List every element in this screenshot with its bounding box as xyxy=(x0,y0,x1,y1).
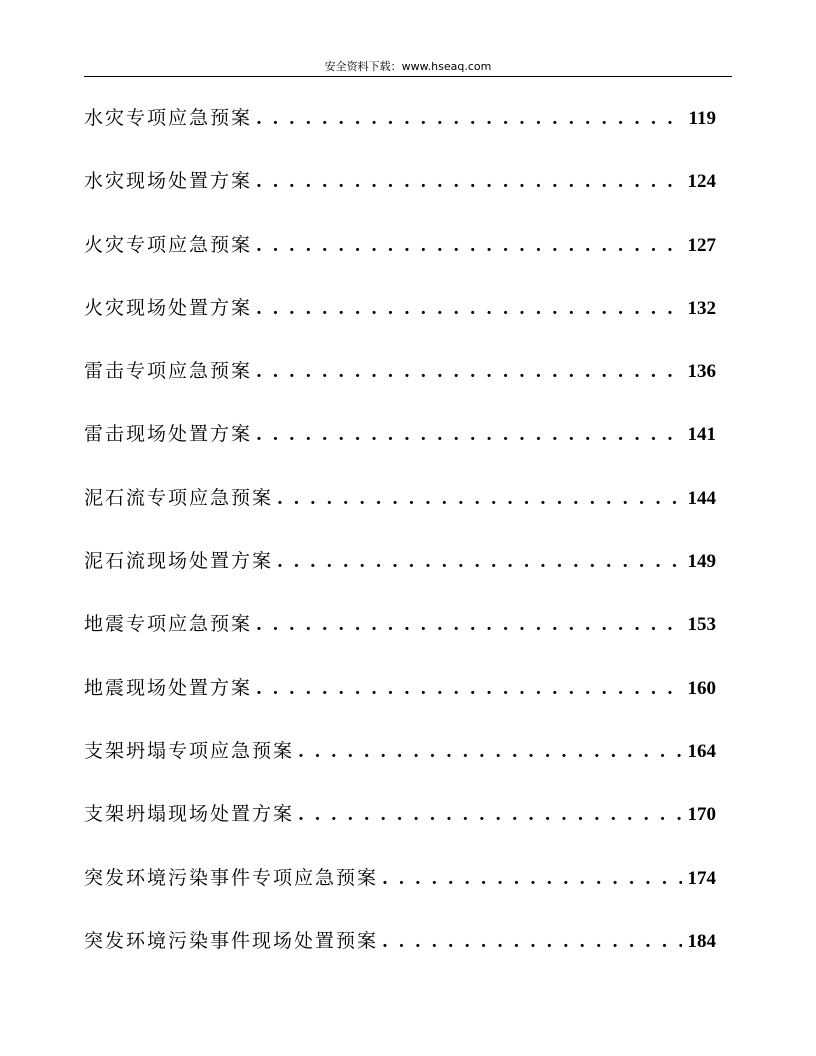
toc-dot-leader xyxy=(256,97,683,141)
toc-entry-title: 泥石流现场处置方案 xyxy=(84,550,274,573)
toc-dot-leader xyxy=(382,920,681,964)
toc-entry-title: 水灾专项应急预案 xyxy=(84,107,253,129)
toc-entry[interactable] xyxy=(84,159,716,222)
toc-entry-page: 153 xyxy=(687,614,716,636)
toc-dot-leader xyxy=(277,540,681,584)
toc-dot-leader xyxy=(256,603,681,647)
toc-entry-page: 149 xyxy=(687,551,716,573)
toc-entry[interactable] xyxy=(84,349,716,412)
toc-entry-page: 144 xyxy=(687,487,716,509)
toc-entry-page: 174 xyxy=(687,867,716,889)
toc-entry[interactable] xyxy=(84,792,716,855)
toc-entry-page: 127 xyxy=(687,234,716,256)
header-text: 安全资料下载：www.hseaq.com xyxy=(324,60,492,73)
toc-entry-page: 164 xyxy=(687,740,716,762)
toc-dot-leader xyxy=(256,287,681,331)
toc-entry-page: 132 xyxy=(687,297,716,319)
toc-entry[interactable] xyxy=(84,539,716,602)
toc-entry[interactable] xyxy=(84,286,716,349)
toc-entry-page: 141 xyxy=(687,424,716,446)
toc-entry-title: 雷击专项应急预案 xyxy=(84,360,253,383)
toc-entry-title: 水灾现场处置方案 xyxy=(84,170,253,193)
toc-entry-page: 119 xyxy=(688,108,716,129)
toc-entry-title: 火灾专项应急预案 xyxy=(84,233,253,256)
toc-dot-leader xyxy=(298,730,681,774)
toc-entry[interactable] xyxy=(84,919,716,982)
toc-entry-title: 支架坍塌现场处置方案 xyxy=(84,803,295,826)
toc-dot-leader xyxy=(256,350,681,394)
toc-dot-leader xyxy=(277,477,681,521)
toc-entry-title: 地震专项应急预案 xyxy=(84,613,253,636)
toc-entry-title: 支架坍塌专项应急预案 xyxy=(84,739,295,762)
toc-entry[interactable] xyxy=(84,412,716,475)
toc-entry-page: 136 xyxy=(687,361,716,383)
toc-entry-title: 火灾现场处置方案 xyxy=(84,296,253,319)
page-header xyxy=(84,58,732,77)
toc-entry[interactable] xyxy=(84,223,716,286)
table-of-contents xyxy=(84,96,716,982)
toc-entry-title: 突发环境污染事件现场处置预案 xyxy=(84,929,379,952)
toc-entry[interactable] xyxy=(84,602,716,665)
toc-dot-leader xyxy=(256,413,681,457)
toc-entry-page: 170 xyxy=(687,804,716,826)
toc-dot-leader xyxy=(382,857,681,901)
toc-dot-leader xyxy=(256,224,681,268)
toc-entry-title: 突发环境污染事件专项应急预案 xyxy=(84,866,379,889)
toc-dot-leader xyxy=(298,793,681,837)
toc-entry-page: 184 xyxy=(687,930,716,952)
toc-entry-title: 地震现场处置方案 xyxy=(84,676,253,699)
toc-entry[interactable] xyxy=(84,96,716,159)
toc-entry-page: 160 xyxy=(687,677,716,699)
toc-dot-leader xyxy=(256,160,681,204)
toc-entry[interactable] xyxy=(84,666,716,729)
toc-entry-title: 泥石流专项应急预案 xyxy=(84,486,274,509)
toc-entry-title: 雷击现场处置方案 xyxy=(84,423,253,446)
toc-entry-page: 124 xyxy=(687,171,716,193)
toc-entry[interactable] xyxy=(84,476,716,539)
toc-dot-leader xyxy=(256,667,681,711)
toc-entry[interactable] xyxy=(84,729,716,792)
toc-entry[interactable] xyxy=(84,856,716,919)
